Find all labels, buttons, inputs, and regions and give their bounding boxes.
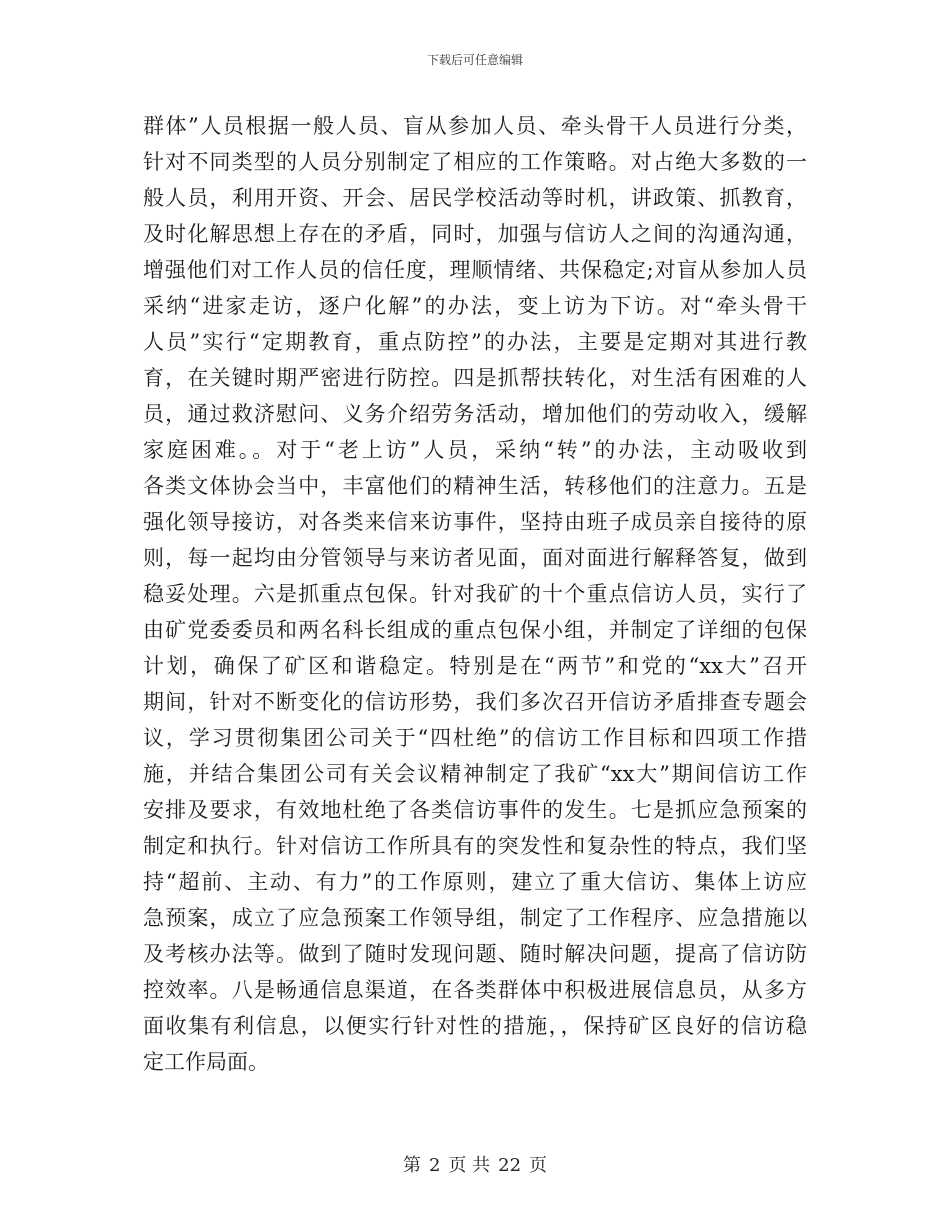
text-line: 计划，确保了矿区和谐稳定。特别是在“两节”和党的“xx大”召开 (143, 654, 807, 678)
text-line: 控效率。八是畅通信息渠道，在各类群体中积极进展信息员，从多方 (143, 978, 807, 1002)
text-line: 增强他们对工作人员的信任度，理顺情绪、共保稳定;对盲从参加人员 (143, 258, 807, 282)
text-line: 般人员，利用开资、开会、居民学校活动等时机，讲政策、抓教育， (143, 186, 807, 210)
text-line: 施，并结合集团公司有关会议精神制定了我矿“xx大”期间信访工作 (143, 762, 807, 786)
text-line: 各类文体协会当中，丰富他们的精神生活，转移他们的注意力。五是 (143, 474, 807, 498)
text-line: 采纳“进家走访，逐户化解”的办法，变上访为下访。对“牵头骨干 (143, 294, 807, 318)
text-line: 群体”人员根据一般人员、盲从参加人员、牵头骨干人员进行分类， (143, 114, 807, 138)
text-line: 期间，针对不断变化的信访形势，我们多次召开信访矛盾排查专题会 (143, 690, 807, 714)
text-line: 及考核办法等。做到了随时发现问题、随时解决问题，提高了信访防 (143, 942, 807, 966)
text-line: 员，通过救济慰问、义务介绍劳务活动，增加他们的劳动收入，缓解 (143, 402, 807, 426)
current-page-number: 2 (428, 1155, 441, 1176)
text-line: 安排及要求，有效地杜绝了各类信访事件的发生。七是抓应急预案的 (143, 798, 807, 822)
text-line: 急预案，成立了应急预案工作领导组，制定了工作程序、应急措施以 (143, 906, 807, 930)
footer-middle: 页 共 (448, 1155, 491, 1176)
text-line: 议，学习贯彻集团公司关于“四杜绝”的信访工作目标和四项工作措 (143, 726, 807, 750)
page-header: 下载后可任意编辑 (426, 53, 523, 67)
text-line: 由矿党委委员和两名科长组成的重点包保小组，并制定了详细的包保 (143, 618, 807, 642)
text-line: 持“超前、主动、有力”的工作原则，建立了重大信访、集体上访应 (143, 870, 807, 894)
text-line: 针对不同类型的人员分别制定了相应的工作策略。对占绝大多数的一 (143, 150, 807, 174)
text-line: 家庭困难。。对于“老上访”人员，采纳“转”的办法，主动吸收到 (143, 438, 807, 462)
text-line: 则，每一起均由分管领导与来访者见面，面对面进行解释答复，做到 (143, 546, 807, 570)
text-line: 稳妥处理。六是抓重点包保。针对我矿的十个重点信访人员，实行了 (143, 582, 807, 606)
total-page-count: 22 (498, 1155, 522, 1176)
document-body (143, 108, 807, 1080)
page-number-footer (0, 1154, 950, 1178)
text-line: 强化领导接访，对各类来信来访事件，坚持由班子成员亲自接待的原 (143, 510, 807, 534)
text-line: 制定和执行。针对信访工作所具有的突发性和复杂性的特点，我们坚 (143, 834, 807, 858)
text-line: 面收集有利信息，以便实行针对性的措施，，保持矿区良好的信访稳 (143, 1014, 807, 1038)
footer-prefix: 第 (402, 1155, 421, 1176)
text-line-last: 定工作局面。 (143, 1050, 269, 1074)
text-line: 及时化解思想上存在的矛盾，同时，加强与信访人之间的沟通沟通， (143, 222, 807, 246)
footer-suffix: 页 (529, 1155, 548, 1176)
text-line: 育，在关键时期严密进行防控。四是抓帮扶转化，对生活有困难的人 (143, 366, 807, 390)
text-line: 人员”实行“定期教育，重点防控”的办法，主要是定期对其进行教 (143, 330, 807, 354)
